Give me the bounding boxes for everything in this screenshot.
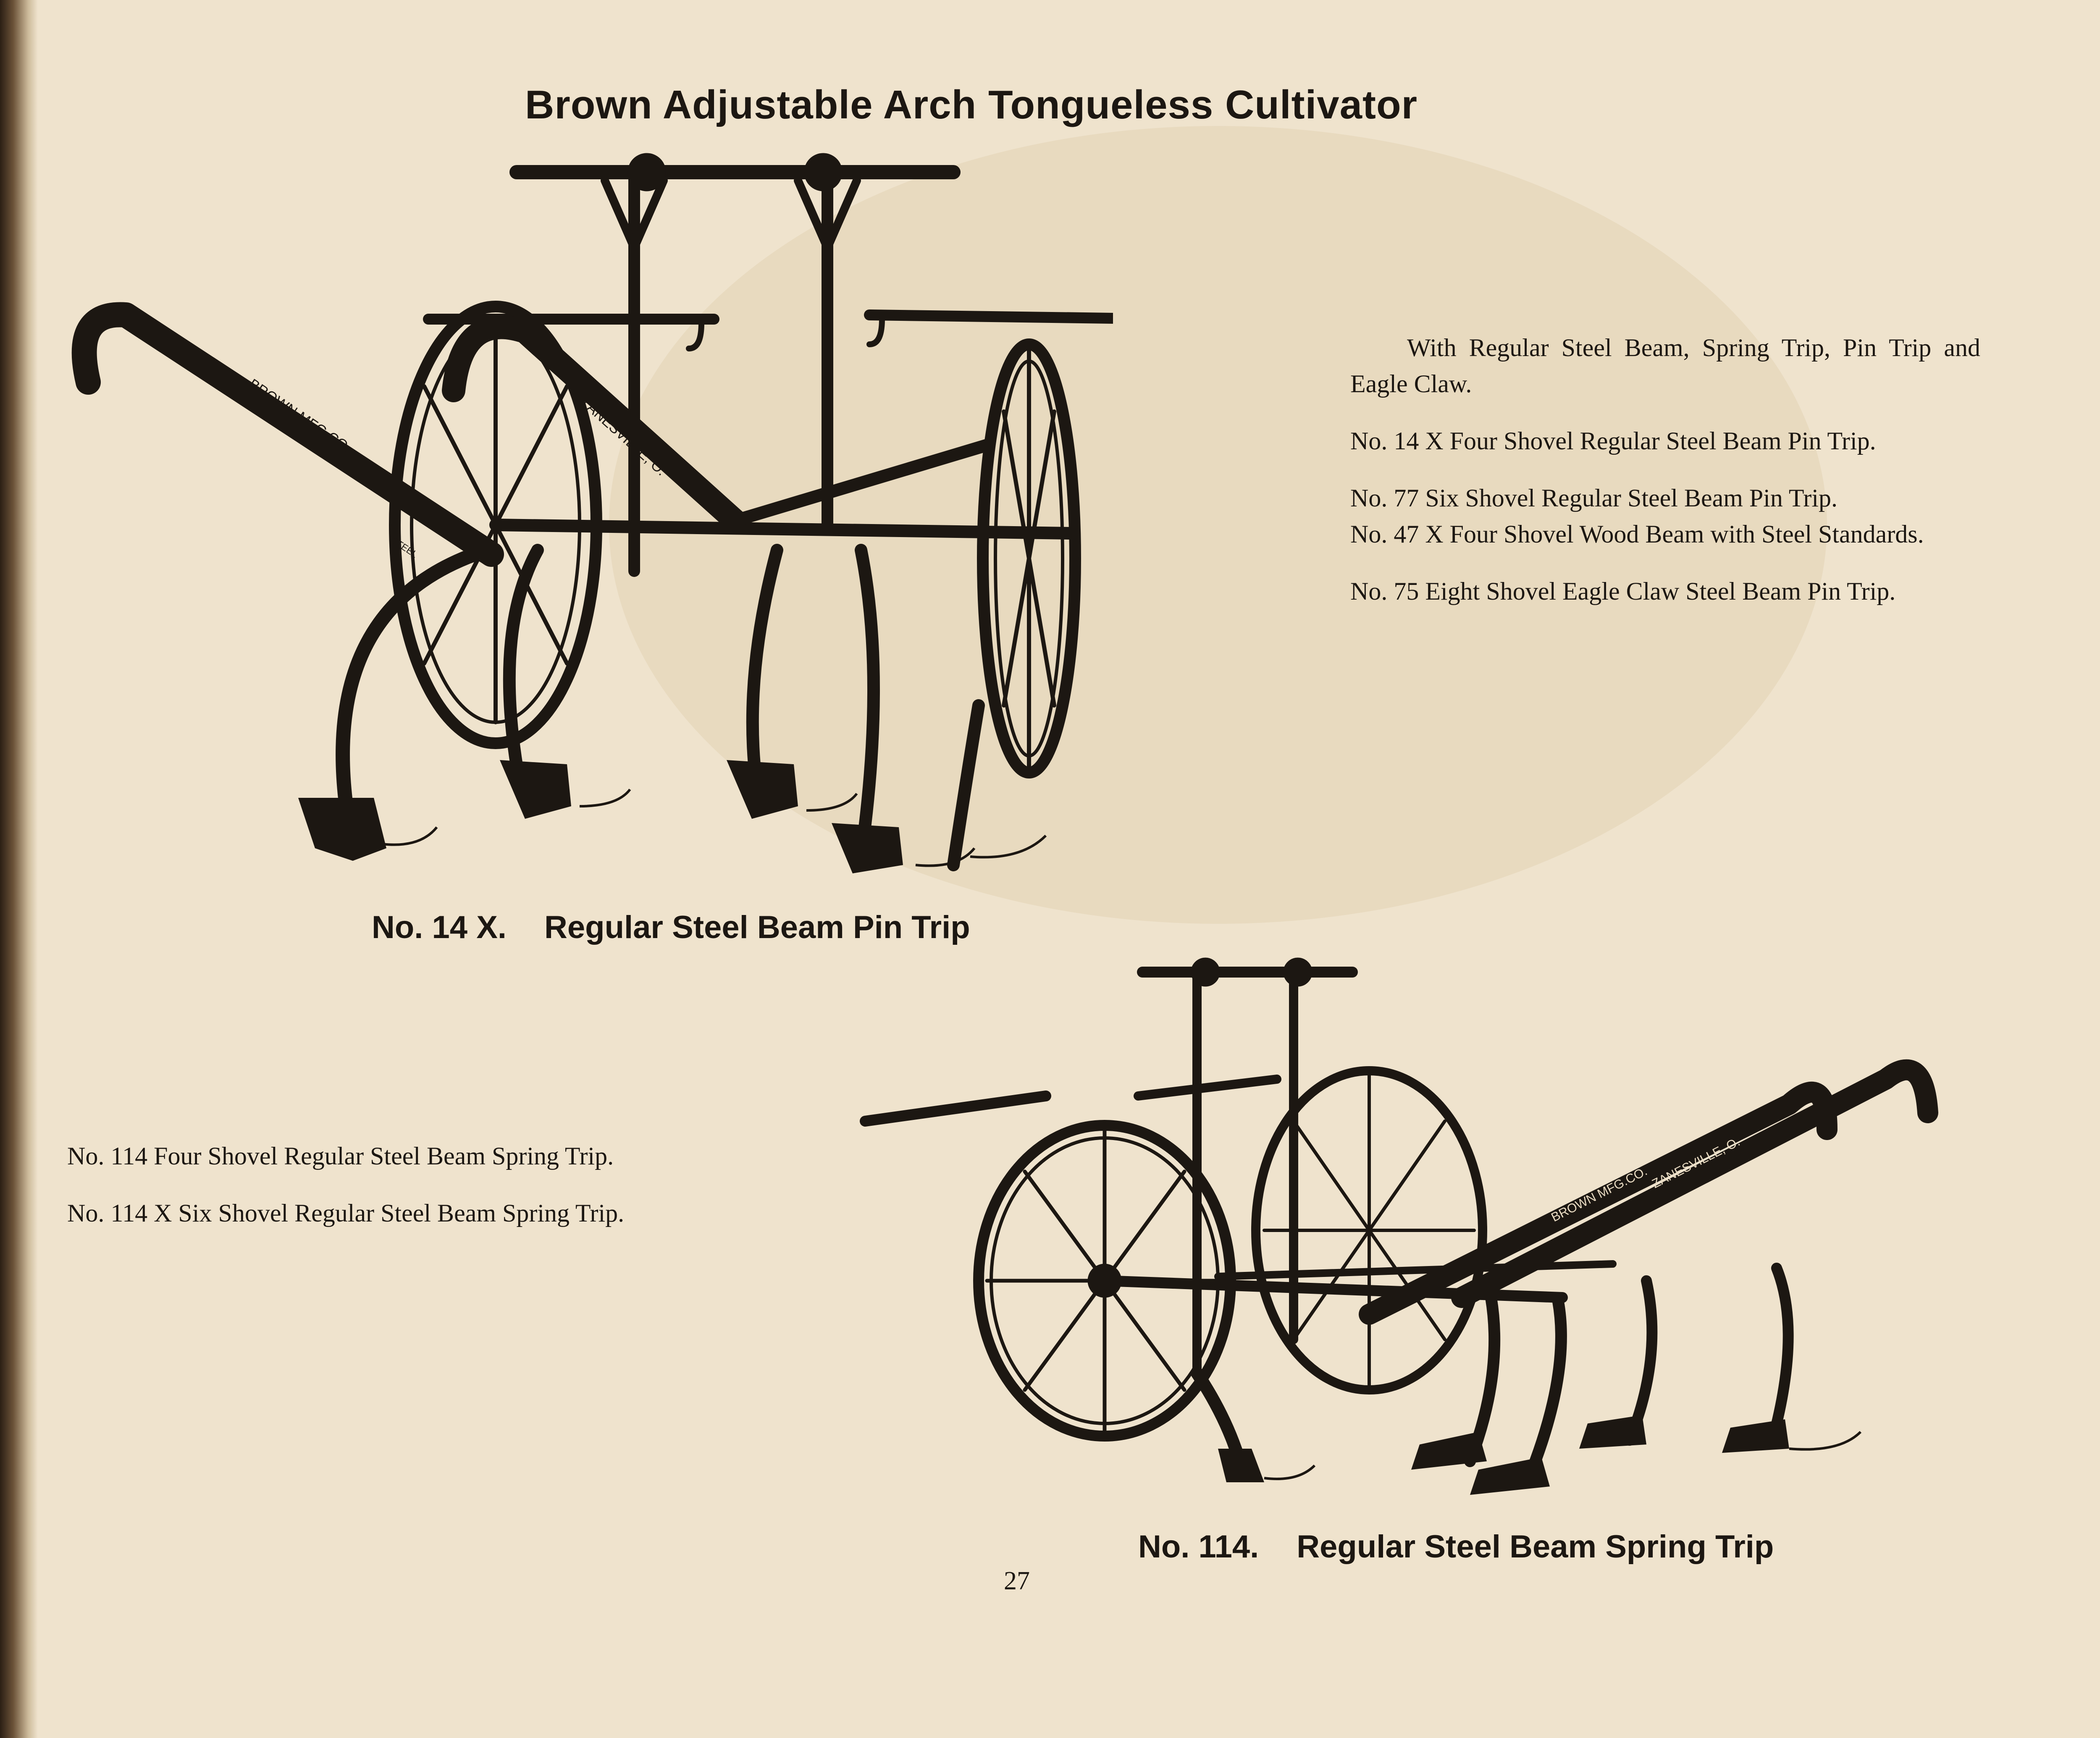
cultivator-14x-illustration xyxy=(63,151,1113,899)
model-item: No. 114 Four Shovel Regular Steel Beam Spring Trip. xyxy=(67,1142,614,1170)
right-description-block xyxy=(1350,330,1980,630)
intro-text: With Regular Steel Beam, Spring Trip, Pin Trip and Eagle Claw. xyxy=(1350,334,1980,398)
figure-caption-number: No. 114. xyxy=(1138,1529,1259,1565)
model-item: No. 114 X Six Shovel Regular Steel Beam Spring Trip. xyxy=(67,1199,625,1227)
beam-lettering-steel: STEEL xyxy=(1289,1281,1319,1292)
model-item: No. 77 Six Shovel Regular Steel Beam Pin Trip. xyxy=(1350,484,1838,512)
figure-caption-number: No. 14 X. xyxy=(372,910,507,945)
figure-caption-text: Regular Steel Beam Spring Trip xyxy=(1297,1529,1774,1565)
beam-lettering-town: ZANESVILLE, O. xyxy=(1650,1135,1743,1191)
page-title: Brown Adjustable Arch Tongueless Cultivator xyxy=(525,82,1418,127)
book-gutter-shadow xyxy=(0,0,38,1738)
figure-caption-text: Regular Steel Beam Pin Trip xyxy=(544,910,970,945)
model-item: No. 14 X Four Shovel Regular Steel Beam Pin Trip. xyxy=(1350,427,1876,455)
figure-caption-114 xyxy=(1138,1528,1774,1565)
model-item: No. 47 X Four Shovel Wood Beam with Steel Standards. xyxy=(1350,520,1924,548)
left-description-block xyxy=(67,1138,693,1252)
beam-lettering-maker: BROWN MFG.CO. xyxy=(1549,1164,1650,1225)
cultivator-114-illustration xyxy=(848,953,1982,1524)
model-item: No. 75 Eight Shovel Eagle Claw Steel Beam Pin Trip. xyxy=(1350,577,1896,605)
beam-lettering-steel: STEEL xyxy=(389,535,420,560)
beam-lettering-maker: BROWN MFG.CO. xyxy=(246,376,354,456)
page-number: 27 xyxy=(1004,1567,1030,1595)
beam-lettering-town: ZANESVILLE, O. xyxy=(577,393,669,479)
figure-caption-14x xyxy=(372,909,970,946)
